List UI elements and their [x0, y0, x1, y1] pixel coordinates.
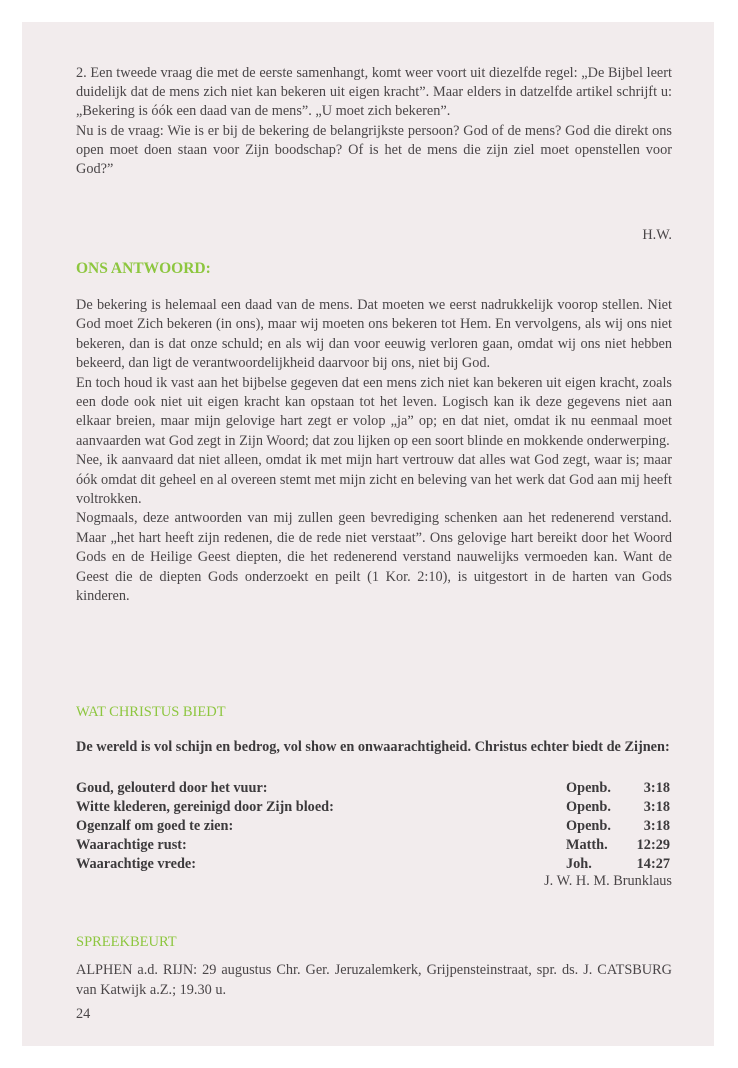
wat-item-verse: 3:18: [643, 780, 670, 796]
wat-item-ref: [566, 836, 670, 855]
wat-item: [76, 855, 670, 874]
wat-item: [76, 836, 670, 855]
wat-intro: De wereld is vol schijn en bedrog, vol show en onwaarachtigheid. Christus echter biedt de Zijnen:: [76, 739, 670, 755]
wat-item-verse: 12:29: [636, 837, 670, 853]
wat-item-book: Openb.: [566, 780, 611, 796]
wat-item: [76, 817, 670, 836]
answer-body: [76, 296, 672, 607]
intro-question: [76, 64, 672, 179]
intro-signature: H.W.: [642, 227, 672, 243]
page-number: 24: [76, 1006, 91, 1022]
intro-paragraph-1: 2. Een tweede vraag die met de eerste samenhangt, komt weer voort uit diezelfde regel: „De Bijbel leert duidelijk dat de mens zich niet kan bekeren uit eigen kracht”. Maar elders in datzelfde artikel schrijft u: „Bekering is óók een daad van de mens”. „U moet zich bekeren”.: [76, 65, 672, 120]
answer-heading: ONS ANTWOORD:: [76, 260, 211, 277]
speak-heading: SPREEKBEURT: [76, 934, 177, 950]
answer-paragraph-2: En toch houd ik vast aan het bijbelse gegeven dat een mens zich niet kan bekeren uit eigen kracht, zoals een dode ook niet uit eigen kracht kan opstaan tot het leven. Logisch kan ik deze gegevens niet aan elkaar breien, maar mijn gelovige hart zegt er volop „ja” op; en dat niet, omdat ik nu eenmaal moet aanvaarden wat God zegt in Zijn Woord; dat zou lijken op een soort blinde en mokkende onderwerping.: [76, 374, 672, 449]
intro-paragraph-2: Nu is de vraag: Wie is er bij de bekering de belangrijkste persoon? God of de mens? God die direkt ons open moet doen staan voor Zijn boodschap? Of is het de mens die zijn ziel moet openstellen voor God?”: [76, 122, 672, 178]
wat-item-text: Ogenzalf om goed te zien:: [76, 818, 234, 834]
wat-item: [76, 798, 670, 817]
wat-item-ref: [566, 798, 670, 817]
wat-item-verse: 3:18: [643, 818, 670, 834]
wat-list: [76, 779, 670, 874]
wat-item-text: Goud, gelouterd door het vuur:: [76, 780, 268, 796]
wat-item-book: Joh.: [566, 856, 592, 872]
wat-item-ref: [566, 779, 670, 798]
wat-item-text: Waarachtige rust:: [76, 837, 187, 853]
page: [22, 22, 714, 1046]
wat-item: [76, 779, 670, 798]
answer-paragraph-3: Nee, ik aanvaard dat niet alleen, omdat ik met mijn hart vertrouw dat alles wat God zegt, waar is; maar óók omdat dit geheel en al overeen stemt met mijn zicht en beleving van het werk dat God aan mij heeft voltrokken.: [76, 452, 672, 508]
wat-item-ref: [566, 855, 670, 874]
wat-item-verse: 3:18: [643, 799, 670, 815]
wat-item-book: Openb.: [566, 799, 611, 815]
answer-paragraph-1: De bekering is helemaal een daad van de mens. Dat moeten we eerst nadrukkelijk voorop stellen. Niet God moet Zich bekeren (in ons), maar wij moeten ons bekeren tot Hem. En vervolgens, als wij ons niet bekeren, dan is dat onze schuld; en als wij dan voor eeuwig verloren gaan, omdat wij ons niet hebben bekeerd, dan ligt de verantwoordelijkheid daarvoor bij ons, niet bij God.: [76, 297, 672, 372]
wat-item-book: Matth.: [566, 837, 608, 853]
speak-text: ALPHEN a.d. RIJN: 29 augustus Chr. Ger. Jeruzalemkerk, Grijpensteinstraat, spr. ds. J. CATSBURG van Katwijk a.Z.; 19.30 u.: [76, 962, 672, 998]
answer-paragraph-4: Nogmaals, deze antwoorden van mij zullen geen bevrediging schenken aan het redenerend verstand. Maar „het hart heeft zijn redenen, die de rede niet verstaat”. Ons gelovige hart bereikt door het Woord Gods en de Heilige Geest diepten, die het redenerend verstand nauwelijks vermoeden kan. Want de Geest die de diepten Gods onderzoekt en peilt (1 Kor. 2:10), is uitgestort in de harten van Gods kinderen.: [76, 510, 672, 605]
wat-item-text: Witte klederen, gereinigd door Zijn bloed:: [76, 799, 334, 815]
wat-item-ref: [566, 817, 670, 836]
wat-item-verse: 14:27: [636, 856, 670, 872]
wat-author: J. W. H. M. Brunklaus: [544, 873, 672, 889]
wat-item-book: Openb.: [566, 818, 611, 834]
wat-heading: WAT CHRISTUS BIEDT: [76, 704, 226, 720]
wat-item-text: Waarachtige vrede:: [76, 856, 197, 872]
